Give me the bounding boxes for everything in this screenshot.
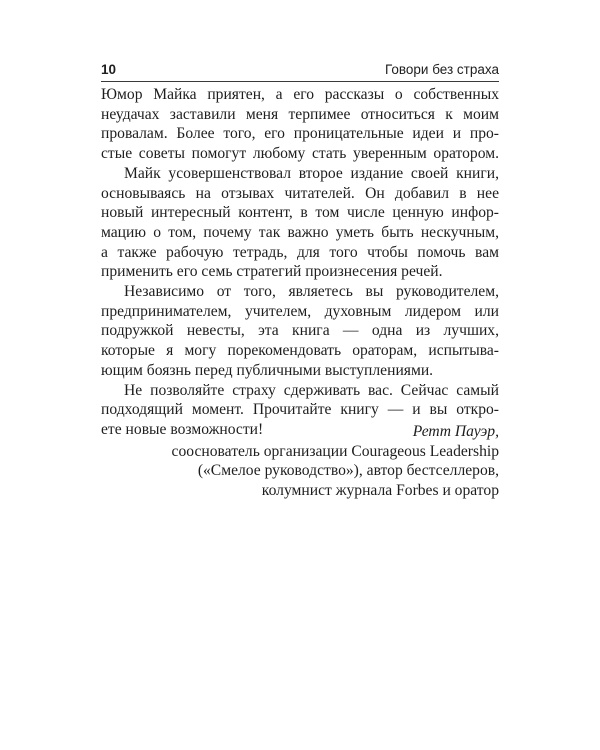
text-line: основываясь на отзывах читателей. Он добавил в нее — [101, 184, 499, 202]
text-line: ете новые возможности! — [101, 420, 264, 438]
text-line: стые советы помогут любому стать уверенным оратором. — [101, 145, 499, 163]
text-line: провалам. Более того, его проницательные идеи и про- — [101, 125, 499, 143]
text-line: подружкой невесты, эта книга — одна из лучших, — [101, 322, 499, 340]
author-credential: сооснователь организации Courageous Leadership — [171, 442, 499, 460]
paragraph-2 — [101, 164, 499, 282]
paragraph-1 — [101, 85, 499, 164]
text-line: ющим боязнь перед публичными выступлениями. — [101, 361, 434, 379]
text-line: предпринимателем, учителем, духовным лидером или — [101, 302, 499, 320]
page-number: 10 — [101, 62, 117, 77]
text-line: Майк усовершенствовал второе издание своей книги, — [124, 164, 499, 182]
signature — [139, 422, 499, 501]
running-title: Говори без страха — [384, 62, 499, 77]
paragraph-3 — [101, 282, 499, 381]
text-line: а также рабочую тетрадь, для того чтобы помочь вам — [101, 243, 499, 261]
text-line: которые я могу порекомендовать ораторам, испытыва- — [101, 342, 499, 360]
author-credential: колумнист журнала Forbes и оратор — [261, 482, 499, 500]
author-name: Ретт Пауэр, — [412, 423, 499, 440]
author-credential: («Смелое руководство»), автор бестселлеров, — [197, 462, 499, 480]
body-text — [101, 85, 499, 440]
text-line: Не позволяйте страху сдерживать вас. Сейчас самый — [124, 381, 499, 399]
text-line: подходящий момент. Прочитайте книгу — и вы откро- — [101, 401, 499, 419]
text-line: Независимо от того, являетесь вы руководителем, — [124, 283, 499, 301]
text-line: мацию о том, почему так важно уметь быть нескучным, — [101, 223, 499, 241]
page-header — [101, 59, 499, 82]
text-line: неудачах заставили меня терпимее относиться к моим — [101, 105, 499, 123]
text-line: применить его семь стратегий произнесения речей. — [101, 263, 443, 281]
text-line: новый интересный контент, в том числе ценную инфор- — [101, 204, 499, 222]
text-line: Юмор Майка приятен, а его рассказы о собственных — [101, 86, 499, 103]
